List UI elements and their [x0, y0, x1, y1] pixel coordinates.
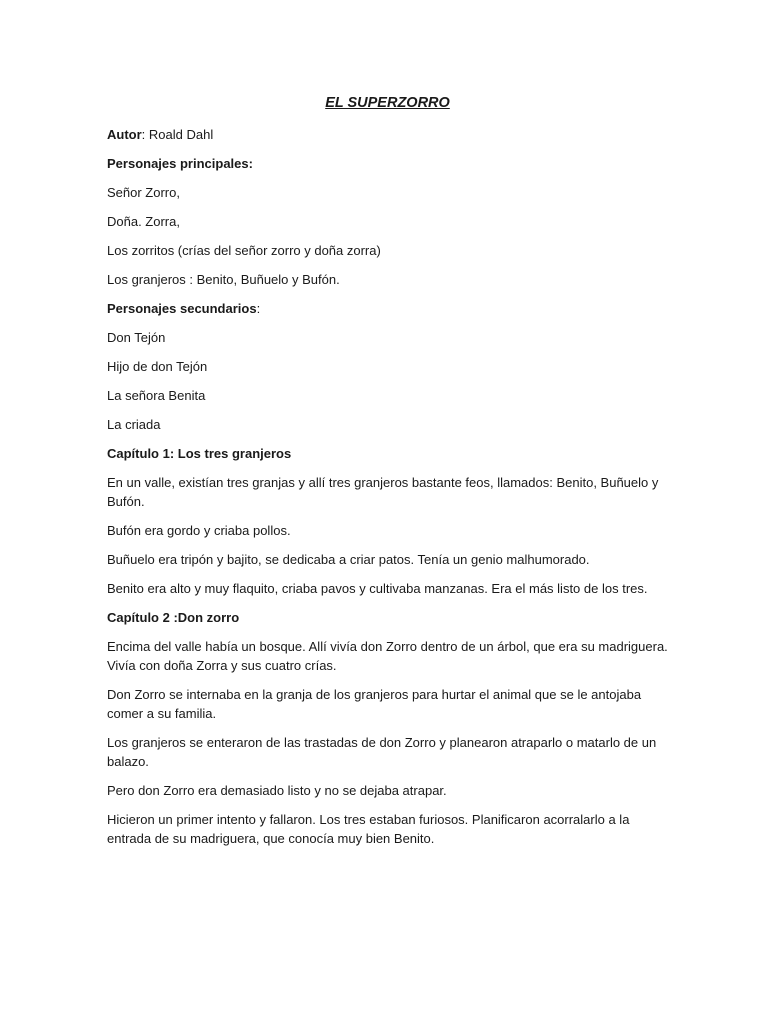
main-characters-heading: Personajes principales: [107, 156, 253, 171]
secondary-character-item: La señora Benita [107, 388, 206, 403]
chapter2-paragraph: Pero don Zorro era demasiado listo y no se dejaba atrapar. [107, 783, 447, 798]
chapter1-heading: Capítulo 1: Los tres granjeros [107, 446, 292, 461]
main-character-item: Los zorritos (crías del señor zorro y doña zorra) [107, 243, 381, 258]
secondary-heading-label: Personajes secundarios [107, 301, 257, 316]
main-character-item: Los granjeros : Benito, Buñuelo y Bufón. [107, 272, 340, 287]
secondary-character-item: La criada [107, 417, 161, 432]
document-title: EL SUPERZORRO [325, 95, 450, 111]
chapter1-paragraph: Buñuelo era tripón y bajito, se dedicaba a criar patos. Tenía un genio malhumorado. [107, 552, 590, 567]
main-character-item: Doña. Zorra, [107, 214, 180, 229]
secondary-character-item: Don Tejón [107, 330, 166, 345]
chapter1-paragraph: Benito era alto y muy flaquito, criaba pavos y cultivaba manzanas. Era el más listo de los tres. [107, 581, 648, 596]
chapter2-paragraph: Encima del valle había un bosque. Allí vivía don Zorro dentro de un árbol, que era su madriguera. Vivía con doña Zorra y sus cuatro crías. [107, 639, 668, 673]
main-character-item: Señor Zorro, [107, 185, 180, 200]
author-label: Autor [107, 127, 142, 142]
author-line [107, 125, 668, 144]
chapter2-heading: Capítulo 2 :Don zorro [107, 610, 240, 625]
chapter2-paragraph: Don Zorro se internaba en la granja de los granjeros para hurtar el animal que se le antojaba comer a su familia. [107, 687, 642, 721]
secondary-heading-colon: : [256, 301, 261, 316]
chapter2-paragraph: Los granjeros se enteraron de las trastadas de don Zorro y planearon atraparlo o matarlo de un balazo. [107, 735, 657, 769]
author-separator: : [141, 127, 149, 142]
secondary-character-item: Hijo de don Tejón [107, 359, 208, 374]
chapter1-paragraph: En un valle, existían tres granjas y allí tres granjeros bastante feos, llamados: Benito, Buñuelo y Bufón. [107, 475, 659, 509]
author-name: Roald Dahl [148, 127, 214, 142]
chapter1-paragraph: Bufón era gordo y criaba pollos. [107, 523, 291, 538]
secondary-characters-heading [107, 299, 668, 318]
chapter2-paragraph: Hicieron un primer intento y fallaron. Los tres estaban furiosos. Planificaron acorralarlo a la entrada de su madriguera, que conocía muy bien Benito. [107, 812, 630, 846]
